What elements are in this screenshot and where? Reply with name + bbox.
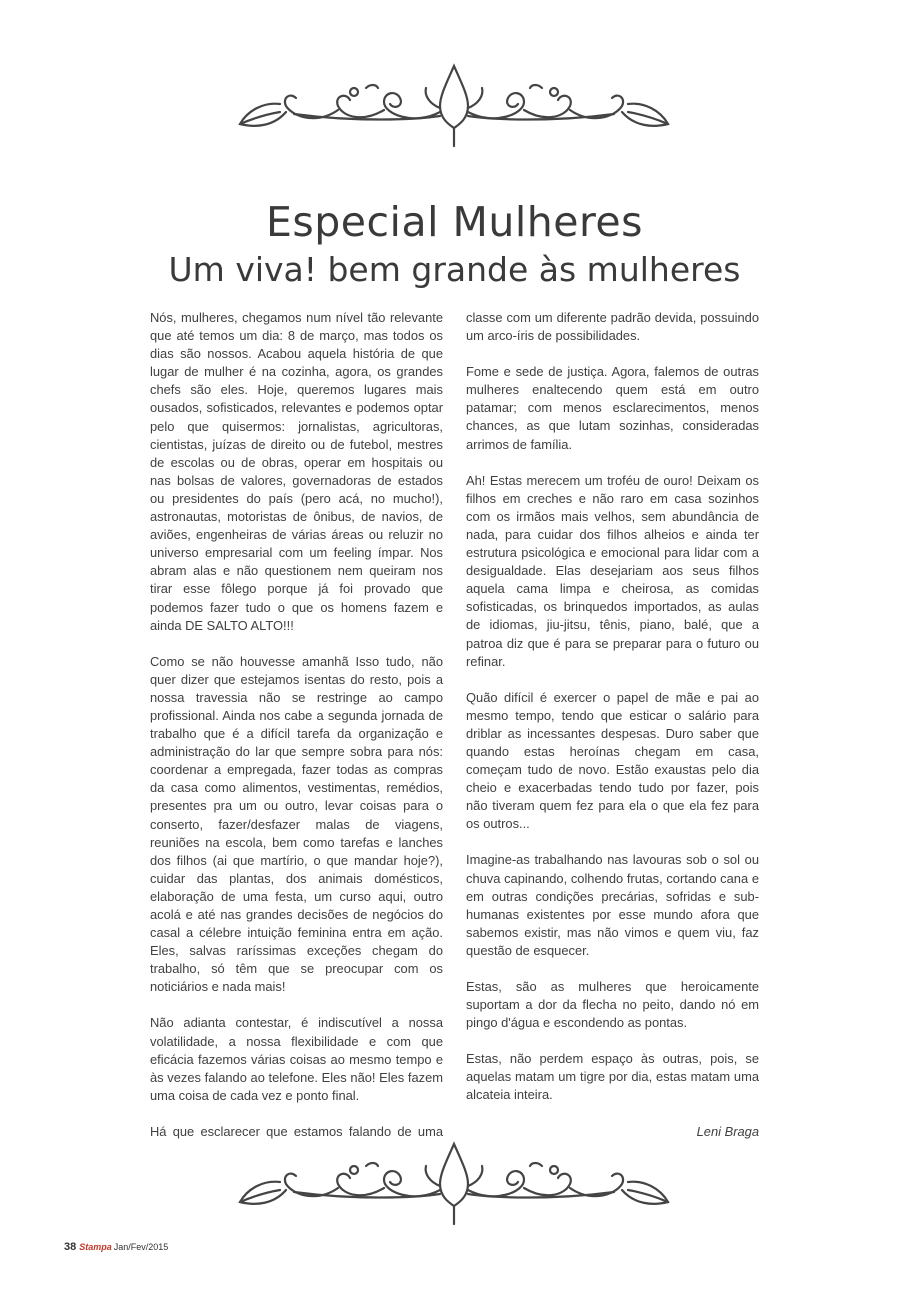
- bottom-ornament-icon: [234, 1140, 674, 1226]
- top-ornament-icon: [234, 62, 674, 148]
- paragraph: Estas, são as mulheres que heroicamente suportam a dor da flecha no peito, dando nó em pingo d'água e escondendo as pontas.: [466, 979, 759, 1031]
- paragraph: classe com um diferente padrão devida, possuindo um arco-íris de possibilidades.: [466, 310, 759, 344]
- right-column: [466, 309, 759, 1141]
- left-column: [150, 309, 443, 1159]
- page-footer: [64, 1241, 168, 1253]
- issue-date: Jan/Fev/2015: [113, 1242, 169, 1252]
- paragraph: Não adianta contestar, é indiscutível a nossa volatilidade, a nossa flexibilidade e com que eficácia fazemos várias coisas ao mesmo tempo e às vezes falando ao telefone. Eles não! Eles fazem uma coisa de cada vez e ponto final.: [150, 1015, 443, 1103]
- paragraph: Há que esclarecer que estamos falando de uma: [150, 1123, 443, 1139]
- paragraph: Imagine-as trabalhando nas lavouras sob o sol ou chuva capinando, colhendo frutas, cortando cana e em outras condições precárias, sofridas e sub-humanas existentes por esse mundo afora que sabemos existir, mas não vimos e quem viu, faz questão de esquecer.: [466, 852, 759, 958]
- page-number: 38: [64, 1241, 77, 1253]
- paragraph: Estas, não perdem espaço às outras, pois, se aquelas matam um tigre por dia, estas matam uma alcateia inteira.: [466, 1051, 759, 1103]
- paragraph: Quão difícil é exercer o papel de mãe e pai ao mesmo tempo, tendo que esticar o salário para driblar as incessantes despesas. Duro saber que quando estas heroínas chegam em casa, começam tudo de novo. Estão exaustas pelo dia cheio e exacerbadas tendo tudo por fazer, pois não tiveram quem fez para ela o que ela fez para os outros...: [466, 689, 759, 832]
- paragraph: Ah! Estas merecem um troféu de ouro! Deixam os filhos em creches e não raro em casa sozinhos com os irmãos mais velhos, sem abundância de nada, para cuidar dos filhos alheios e ainda ter estrutura psicológica e emocional para lidar com a desigualdade. Elas desejariam aos seus filhos aquela cama limpa e cheirosa, as comidas sofisticadas, os brinquedos importados, as aulas de idiomas, jiu-jitsu, tênis, piano, balé, que a patroa diz que é para se preparar para o futuro ou refinar.: [466, 472, 759, 669]
- paragraph: Como se não houvesse amanhã Isso tudo, não quer dizer que estejamos isentas do resto, pois a nossa travessia não se restringe ao campo profissional. Ainda nos cabe a segunda jornada de trabalho que é a difícil tarefa da organização e administração do lar que sempre sobra para nós: coordenar a empregada, fazer todas as compras da casa como alimentos, vestimentas, remédios, presentes pra um ou outro, levar coisas para o conserto, fazer/desfazer malas de viagens, reuniões na escola, bem como tarefas e lanches dos filhos (ai que martírio, o que mandar hoje?), cuidar das plantas, dos animais domésticos, elaboração de uma festa, um curso aqui, outro acolá e até nas grandes decisões de negócios do casal a célebre intuição feminina entra em ação. Eles, salvas raríssimas exceções chegam do trabalho, só têm que se preocupar com os noticiários e nada mais!: [150, 653, 443, 995]
- magazine-name: Stampa: [79, 1242, 112, 1252]
- page-subtitle: Um viva! bem grande às mulheres: [168, 250, 741, 289]
- page-title: Especial Mulheres: [266, 198, 643, 246]
- author-signature: Leni Braga: [696, 1123, 759, 1139]
- paragraph: Fome e sede de justiça. Agora, falemos de outras mulheres enaltecendo quem está em outro patamar; com menos esclarecimentos, menos chances, as que lutam sozinhas, consideradas arrimos de família.: [466, 364, 759, 452]
- paragraph: Nós, mulheres, chegamos num nível tão relevante que até temos um dia: 8 de março, mas todos os dias são nossos. Acabou aquela história de que lugar de mulher é na cozinha, agora, os grandes chefs são eles. Hoje, queremos lugares mais ousados, sofisticados, relevantes e podemos optar pelo que quisermos: jornalistas, agricultoras, cientistas, juízas de direito ou de futebol, mestres de escolas ou de obras, operar em hospitais ou nas bolsas de valores, governadoras de estados ou presidentes do país (pero acá, no mucho!), astronautas, motoristas de ônibus, de navios, de aviões, engenheiras de várias áreas ou reluzir no universo empresarial com um feeling ímpar. Nos abram alas e não questionem nem queiram nos tirar esse fôlego porque já foi provado que podemos fazer tudo o que os homens fazem e ainda DE SALTO ALTO!!!: [150, 310, 443, 633]
